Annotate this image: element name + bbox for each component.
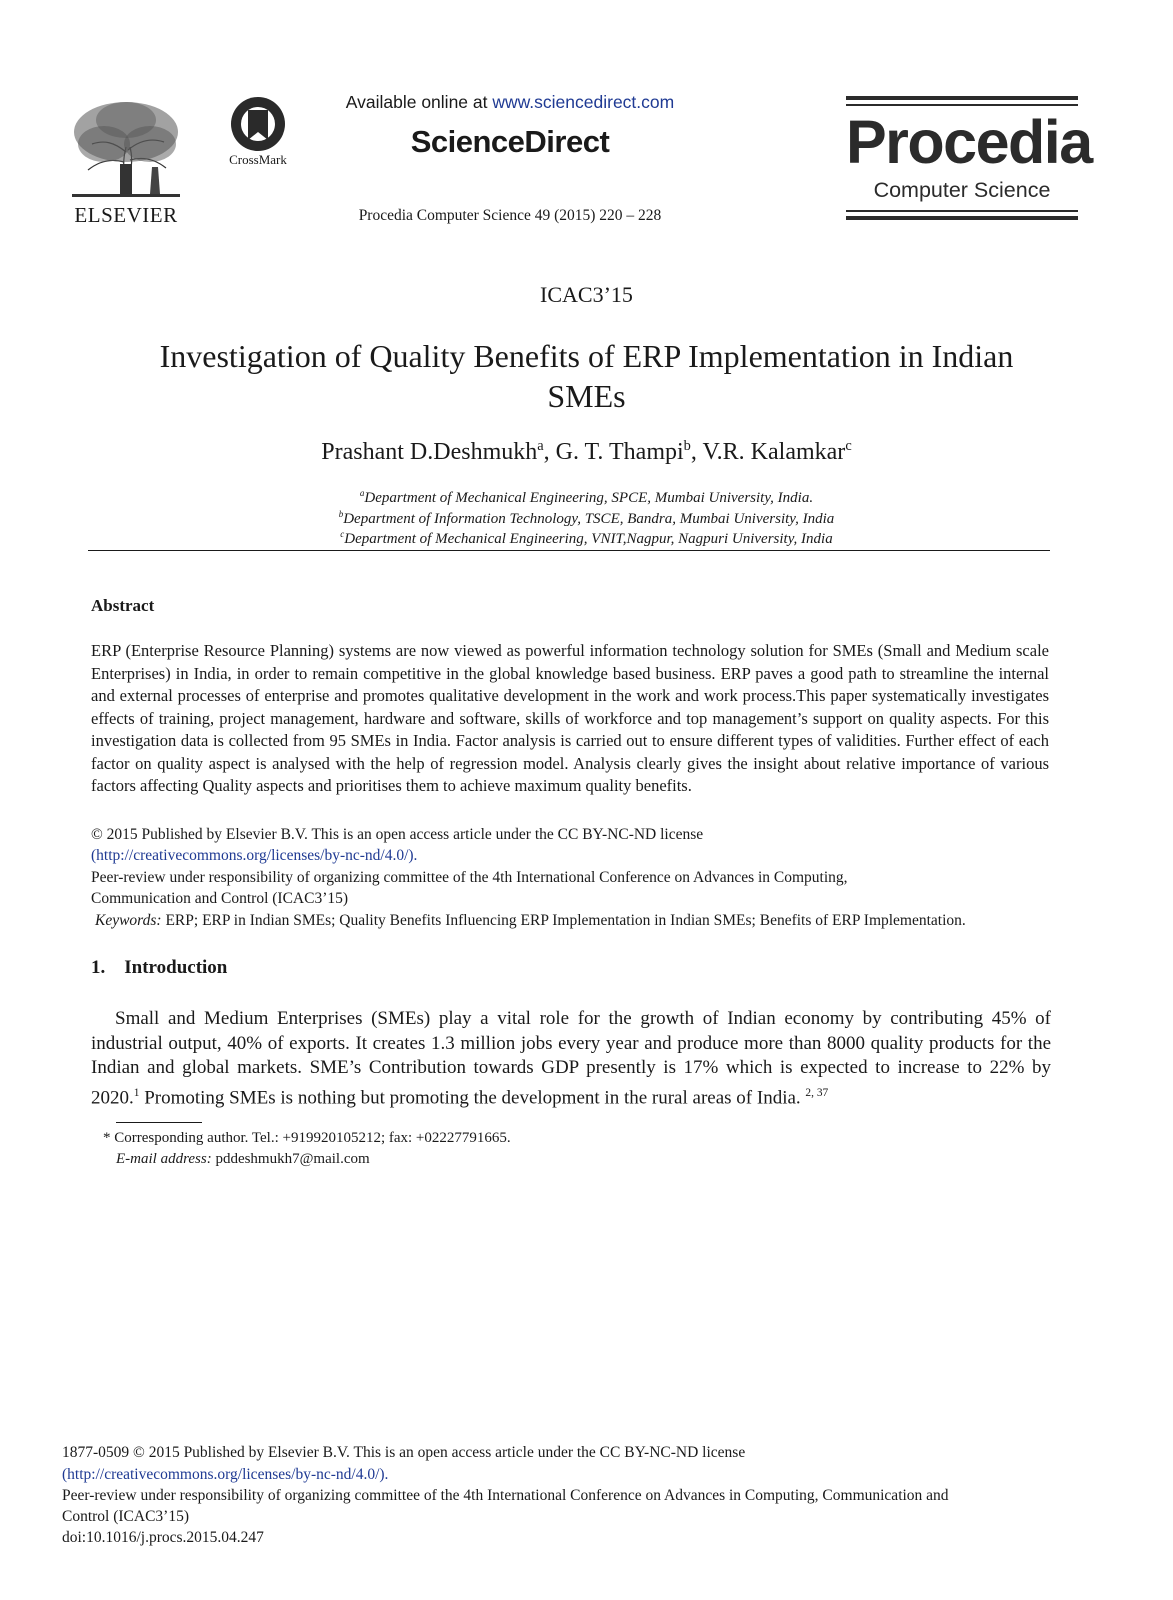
email-address[interactable]: pddeshmukh7@mail.com <box>211 1151 370 1167</box>
author-affil-mark: c <box>845 438 852 454</box>
introduction-text: Promoting SMEs is nothing but promoting the development in the rural areas of India. <box>139 1086 806 1108</box>
sciencedirect-brand: ScienceDirect <box>410 124 610 159</box>
procedia-subtitle: Computer Science <box>873 178 1051 202</box>
peer-review-notice-cont: Communication and Control (ICAC3’15) <box>91 890 349 907</box>
section-heading-introduction: 1. Introduction <box>91 957 228 978</box>
affiliation <box>0 529 1173 548</box>
procedia-rule-top-thin <box>846 104 1078 106</box>
bottom-peer-review: Peer-review under responsibility of organizing committee of the 4th International Conference on Advances in Computing, Communication and <box>62 1487 949 1504</box>
author-affil-mark: a <box>537 438 544 454</box>
sciencedirect-link[interactable]: www.sciencedirect.com <box>492 92 675 112</box>
procedia-rule-top <box>846 96 1078 100</box>
paper-title-line2: SMEs <box>547 378 626 414</box>
abstract-heading: Abstract <box>91 596 155 615</box>
affiliation-mark: b <box>338 509 344 519</box>
introduction-body <box>91 1007 1051 1110</box>
author-name: Prashant D.Deshmukh <box>321 439 538 465</box>
citation-ref[interactable]: 1 <box>133 1086 140 1099</box>
email-footnote <box>116 1151 370 1168</box>
keywords-text: ERP; ERP in Indian SMEs; Quality Benefits Influencing ERP Implementation in Indian SMEs; Benefits of ERP Implementation. <box>161 912 966 929</box>
citation-ref[interactable]: 2, 37 <box>805 1086 829 1099</box>
author-list <box>0 438 1173 466</box>
affiliation <box>0 488 1173 507</box>
bottom-license-link[interactable]: (http://creativecommons.org/licenses/by-nc-nd/4.0/). <box>62 1466 389 1483</box>
elsevier-wordmark: ELSEVIER <box>74 203 178 227</box>
conference-name: ICAC3’15 <box>540 282 633 307</box>
keywords-line <box>95 912 1085 930</box>
procedia-rule-bottom-thin <box>846 210 1078 212</box>
license-link[interactable]: (http://creativecommons.org/licenses/by-nc-nd/4.0/). <box>91 847 418 864</box>
paper-title <box>80 336 1093 416</box>
journal-reference: Procedia Computer Science 49 (2015) 220 – 228 <box>358 207 662 224</box>
header-divider <box>88 550 1050 551</box>
author-affil-mark: b <box>683 438 691 454</box>
affiliation-mark: a <box>359 488 365 498</box>
affiliation-mark: c <box>340 529 345 539</box>
procedia-rule-bottom <box>846 216 1078 220</box>
affiliation-text: Department of Information Technology, TSCE, Bandra, Mumbai University, India <box>343 511 835 527</box>
copyright-notice: © 2015 Published by Elsevier B.V. This is an open access article under the CC BY-NC-ND license <box>91 826 704 843</box>
affiliation <box>0 509 1173 528</box>
author-separator: , <box>543 439 556 465</box>
author-name: G. T. Thampi <box>555 439 684 465</box>
available-online-line <box>300 92 720 113</box>
crossmark-label: CrossMark <box>229 152 287 167</box>
footnote-divider <box>116 1122 202 1123</box>
bottom-peer-review-cont: Control (ICAC3’15) <box>62 1508 190 1525</box>
procedia-wordmark: Procedia <box>846 108 1092 176</box>
paper-title-line1: Investigation of Quality Benefits of ERP Implementation in Indian <box>159 338 1014 374</box>
peer-review-notice: Peer-review under responsibility of organizing committee of the 4th International Conference on Advances in Computing, <box>91 869 848 886</box>
affiliation-text: Department of Mechanical Engineering, SPCE, Mumbai University, India. <box>364 490 814 506</box>
author-name: V.R. Kalamkar <box>702 439 846 465</box>
corresponding-author-footnote: * Corresponding author. Tel.: +919920105212; fax: +02227791665. <box>103 1130 511 1146</box>
doi[interactable]: doi:10.1016/j.procs.2015.04.247 <box>62 1529 264 1546</box>
abstract-body: ERP (Enterprise Resource Planning) systems are now viewed as powerful information technology solution for SMEs (Small and Medium scale Enterprises) in India, in order to remain competitive in the global knowledge based business. ERP paves a good path to streamline the internal and external processes of enterprise and promotes qualitative development in the work and work process.This paper systematically investigates effects of training, project management, hardware and software, skills of workforce and top management’s support on quality aspects. For this investigation data is collected from 95 SMEs in India. Factor analysis is carried out to ensure different types of validities. Further effect of each factor on quality aspect is analysed with the help of regression model. Analysis clearly gives the insight about relative importance of various factors affecting Quality aspects and prioritises them to achieve maximum quality benefits. <box>91 641 1049 795</box>
available-online-text: Available online at <box>345 92 493 112</box>
author-separator: , <box>690 439 703 465</box>
email-label: E-mail address: <box>116 1151 212 1167</box>
keywords-label: Keywords: <box>95 912 162 929</box>
introduction-text: Small and Medium Enterprises (SMEs) play a vital role for the growth of Indian economy by contributing 45% of industrial output, 40% of exports. It creates 1.3 million jobs every year and produce more than 8000 quality products for the Indian and global markets. SME’s Contribution towards GDP presently is 17% which is expected to increase to 22% by 2020. <box>91 1008 1051 1108</box>
affiliation-text: Department of Mechanical Engineering, VNIT,Nagpur, Nagpuri University, India <box>344 531 833 547</box>
issn-copyright: 1877-0509 © 2015 Published by Elsevier B.V. This is an open access article under the CC BY-NC-ND license <box>62 1444 746 1461</box>
